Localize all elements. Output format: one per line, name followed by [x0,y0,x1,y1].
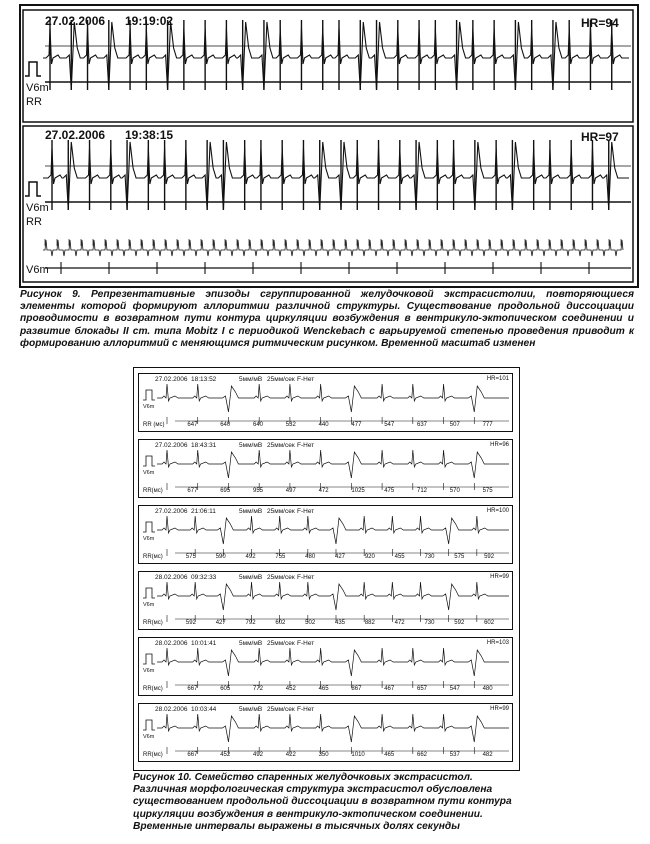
rr-interval: 537 [449,752,460,758]
rr-interval: 547 [384,422,395,428]
strip-time: 10:03:44 [191,706,217,713]
strip-gain: 5мм/мВ [239,574,263,581]
rr-interval: 575 [482,488,493,494]
strip-date: 27.02.2006 [155,508,188,515]
strip-filter: F-Нет [297,706,315,713]
figure9-ecg-traces [21,6,637,286]
ecg-strip [138,505,513,564]
strip1-rr-label: RR [26,96,42,108]
rr-interval: 637 [417,422,428,428]
rr-interval: 480 [305,554,316,560]
rr-interval: 867 [351,686,362,692]
strip-gain: 5мм/мВ [239,442,263,449]
rr-interval: 955 [253,488,264,494]
rr-interval: 452 [285,686,296,692]
strip-lead: V6m [143,404,155,410]
figure10-caption: Рисунок 10. Семейство спаренных желудочковых экстрасистол. Различная морфологическая структура экстрасистол обусловлена существованием продольной диссоциации в возвратном пути контура циркуляции возбуждения в вентрикуло-эктопическом соединении. Временные интервалы выражены в тысячных долях секунды [133,772,512,832]
rr-interval: 570 [449,488,460,494]
strip-filter: F-Нет [297,442,315,449]
rr-interval: 477 [351,422,362,428]
strip-rr-label: RR (мс) [143,422,165,428]
strip2-lead2-label: V6m [26,264,49,276]
rr-interval: 427 [335,554,346,560]
figure10-panel [133,367,520,771]
strip-speed: 25мм/сек [267,376,295,383]
strip-rr-label: RR(мс) [143,752,163,758]
strip-lead: V6m [143,470,155,476]
strip2-time: 19:38:15 [125,128,174,142]
strip-speed: 25мм/сек [267,640,295,647]
strip-date: 27.02.2006 [155,376,188,383]
strip-gain: 5мм/мВ [239,706,263,713]
ecg-strip [138,637,513,696]
rr-interval: 455 [394,554,405,560]
rr-interval: 472 [394,620,405,626]
rr-interval: 1025 [351,488,365,494]
rr-interval: 467 [384,686,395,692]
rr-interval: 427 [215,620,226,626]
strip-lead: V6m [143,536,155,542]
rr-interval: 507 [449,422,460,428]
rr-interval: 482 [482,752,493,758]
rr-interval: 677 [187,488,198,494]
rr-interval: 422 [285,752,296,758]
rr-interval: 592 [454,620,465,626]
strip-hr: HR=103 [486,640,509,646]
strip1-hr: HR=94 [581,16,619,30]
strip-lead: V6m [143,668,155,674]
rr-interval: 475 [384,488,395,494]
rr-interval: 640 [220,422,231,428]
rr-interval: 547 [449,686,460,692]
ecg-strip [138,439,513,498]
rr-interval: 492 [245,554,256,560]
strip2-date: 27.02.2006 [45,128,106,142]
rr-interval: 465 [384,752,395,758]
strip-date: 28.02.2006 [155,640,188,647]
strip-rr-label: RR(мс) [143,554,163,560]
rr-interval: 605 [220,686,231,692]
strip2-lead-label: V6m [26,202,49,214]
strip-hr: HR=96 [490,442,509,448]
rr-interval: 575 [185,554,196,560]
rr-interval: 592 [185,620,196,626]
strip-rr-label: RR(мс) [143,620,163,626]
strip-hr: HR=100 [486,508,509,514]
strip-speed: 25мм/сек [267,574,295,581]
rr-interval: 920 [364,554,375,560]
rr-interval: 472 [318,488,329,494]
rr-interval: 502 [305,620,316,626]
figure9-caption: Рисунок 9. Репрезентативные эпизоды сгруппированной желудочковой экстрасистолии, повторяющиеся элементы которой формируют аллоритмии различной структуры. Существование продольной диссоциации проводимости в возвратном пути контура циркуляции возбуждения в вентрикуло-эктопическом соединении и развитие блокады II ст. типа Mobitz I с периодикой Wenckebach с варьируемой степенью проведения приводит к формированию аллоритмий с меняющимся ритмическим рисунком. Временной масштаб изменен [20,289,634,349]
rr-interval: 640 [253,422,264,428]
strip-filter: F-Нет [297,376,315,383]
rr-interval: 667 [187,686,198,692]
strip-lead: V6m [143,734,155,740]
strip-gain: 5мм/мВ [239,640,263,647]
strip-date: 27.02.2006 [155,442,188,449]
strip-date: 28.02.2006 [155,706,188,713]
strip-gain: 5мм/мВ [239,508,263,515]
rr-interval: 602 [484,620,495,626]
strip-time: 21:06:11 [191,508,216,515]
rr-interval: 492 [253,752,264,758]
rr-interval: 590 [215,554,226,560]
rr-interval: 440 [318,422,329,428]
ecg-strip [138,571,513,630]
strip-filter: F-Нет [297,574,315,581]
strip-rr-label: RR(мс) [143,488,163,494]
ecg-strip [138,373,513,432]
strip-time: 10:01:41 [191,640,217,647]
strip1-time: 19:19:02 [125,14,174,28]
rr-interval: 712 [417,488,428,494]
strip1-date: 27.02.2006 [45,14,106,28]
rr-interval: 1010 [351,752,365,758]
strip-time: 18:43:31 [191,442,217,449]
rr-interval: 602 [275,620,286,626]
rr-interval: 452 [220,752,231,758]
rr-interval: 435 [335,620,346,626]
strip2-rr-label: RR [26,216,42,228]
rr-interval: 497 [285,488,296,494]
strip-gain: 5мм/мВ [239,376,263,383]
rr-interval: 575 [454,554,465,560]
rr-interval: 465 [318,686,329,692]
strip2-hr: HR=97 [581,130,619,144]
strip-rr-label: RR(мс) [143,686,163,692]
rr-interval: 882 [364,620,375,626]
strip-hr: HR=99 [490,706,509,712]
rr-interval: 480 [482,686,493,692]
rr-interval: 592 [484,554,495,560]
strip1-lead-label: V6m [26,82,49,94]
figure9-panel [19,4,639,288]
strip-date: 28.02.2006 [155,574,188,581]
strip-speed: 25мм/сек [267,706,295,713]
rr-interval: 730 [424,620,435,626]
rr-interval: 772 [253,686,264,692]
rr-interval: 755 [275,554,286,560]
strip-hr: HR=101 [486,376,509,382]
ecg-strip [138,703,513,762]
rr-interval: 662 [417,752,428,758]
rr-interval: 657 [417,686,428,692]
rr-interval: 647 [187,422,198,428]
strip-lead: V6m [143,602,155,608]
strip-time: 09:32:33 [191,574,217,581]
strip-filter: F-Нет [297,508,315,515]
rr-interval: 792 [245,620,256,626]
rr-interval: 777 [482,422,493,428]
strip-filter: F-Нет [297,640,315,647]
strip-time: 18:13:52 [191,376,217,383]
rr-interval: 730 [424,554,435,560]
rr-interval: 695 [220,488,231,494]
strip-speed: 25мм/сек [267,508,295,515]
strip-speed: 25мм/сек [267,442,295,449]
rr-interval: 532 [285,422,296,428]
rr-interval: 667 [187,752,198,758]
rr-interval: 350 [318,752,329,758]
strip-hr: HR=99 [490,574,509,580]
